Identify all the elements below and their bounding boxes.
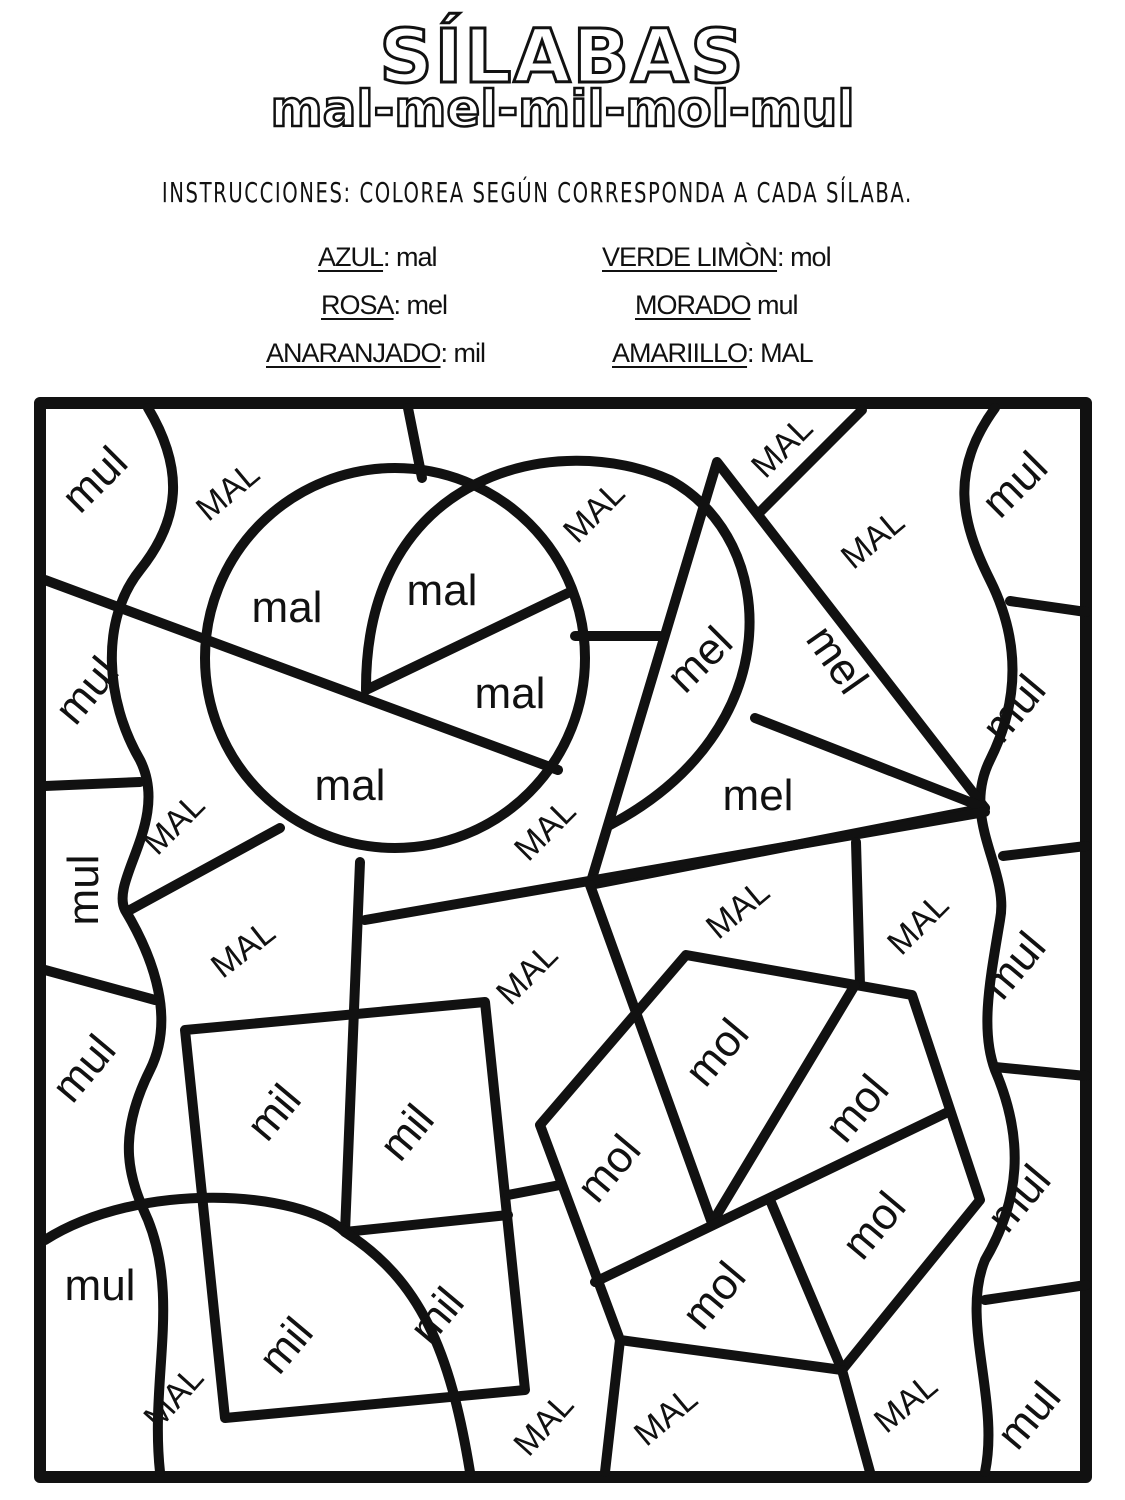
key-syllable: mul xyxy=(757,290,798,320)
key-separator: : xyxy=(747,338,761,368)
key-syllable: mal xyxy=(396,242,437,272)
region-label: mil xyxy=(400,1278,474,1353)
key-syllable: mol xyxy=(790,242,831,272)
region-label: mel xyxy=(722,771,794,820)
region-label: MAL xyxy=(507,792,584,869)
region-label: MAL xyxy=(744,409,821,486)
left-lower-line xyxy=(45,970,155,1000)
region-label: mul xyxy=(52,437,138,523)
key-syllable: mil xyxy=(453,338,486,368)
region-label: MAL xyxy=(136,786,213,863)
key-separator: : xyxy=(777,242,791,272)
right-lower-line xyxy=(995,1067,1086,1076)
key-syllable: MAL xyxy=(760,338,813,368)
worksheet-title: SÍLABAS xyxy=(379,14,746,100)
region-label: MAL xyxy=(880,886,957,963)
bottom-left-half-circle xyxy=(45,1198,470,1472)
mid-band-line xyxy=(365,812,985,920)
region-label: mol xyxy=(672,1252,756,1339)
left-wave-line xyxy=(112,408,173,1472)
bottom-line-b xyxy=(842,1370,870,1472)
region-label: MAL xyxy=(866,1366,945,1441)
region-label: mul xyxy=(64,1261,136,1310)
region-label: MAL xyxy=(506,1385,582,1464)
region-label: MAL xyxy=(203,912,283,986)
region-label: mul xyxy=(59,854,108,926)
right-post-line xyxy=(856,842,860,985)
key-separator: : xyxy=(440,338,454,368)
region-label: mul xyxy=(972,665,1056,752)
key-color-name: AMARIILLO xyxy=(612,338,748,368)
left-mid-line xyxy=(45,782,140,786)
region-label: mul xyxy=(45,647,129,734)
region-label: mal xyxy=(251,583,323,632)
region-label: mil xyxy=(370,1095,444,1170)
region-label: MAL xyxy=(188,454,267,529)
region-label: mol xyxy=(832,1182,916,1269)
region-label: mol xyxy=(675,1009,759,1096)
region-label: mul xyxy=(977,1155,1061,1242)
hexagon-line-c xyxy=(770,1200,842,1370)
region-label: mal xyxy=(314,761,386,810)
region-label: MAL xyxy=(556,474,633,551)
region-label: mil xyxy=(249,1308,323,1383)
region-label: mal xyxy=(406,566,478,615)
rectangle-right-link xyxy=(508,1185,560,1195)
region-label: mul xyxy=(987,1372,1071,1459)
key-color-name: AZUL xyxy=(318,242,384,272)
circle-stem-line xyxy=(345,862,360,1232)
right-mid-line xyxy=(1003,846,1086,856)
region-label: mol xyxy=(815,1065,899,1152)
region-label: mel xyxy=(796,616,878,703)
region-label: MAL xyxy=(698,872,777,947)
region-label: mil xyxy=(237,1075,311,1150)
key-separator: : xyxy=(393,290,407,320)
region-label: mul xyxy=(42,1025,126,1112)
region-label: mal xyxy=(474,669,546,718)
key-color-name: MORADO xyxy=(635,290,751,320)
region-label: mel xyxy=(657,617,743,703)
worksheet-subtitle: mal-mel-mil-mol-mul xyxy=(270,80,855,138)
right-upper-line xyxy=(1010,601,1086,612)
region-label: MAL xyxy=(833,502,912,577)
key-color-name: VERDE LIMÒN xyxy=(602,242,778,272)
region-label: MAL xyxy=(136,1358,212,1437)
region-label: mul xyxy=(972,442,1058,528)
region-label: MAL xyxy=(489,936,566,1013)
region-label: MAL xyxy=(626,1379,705,1454)
key-color-name: ANARANJADO xyxy=(266,338,441,368)
region-label: mol xyxy=(567,1125,651,1212)
bottom-line-a xyxy=(605,1340,620,1472)
key-separator: : xyxy=(383,242,397,272)
key-color-name: ROSA xyxy=(321,290,394,320)
region-label: mul xyxy=(972,922,1056,1009)
rectangle-mid-line xyxy=(345,1215,508,1232)
key-syllable: mel xyxy=(406,290,448,320)
instructions-text: INSTRUCCIONES: COLOREA SEGÚN CORRESPONDA A CADA SÍLABA. xyxy=(161,176,913,209)
right-bottom-line xyxy=(985,1285,1086,1300)
